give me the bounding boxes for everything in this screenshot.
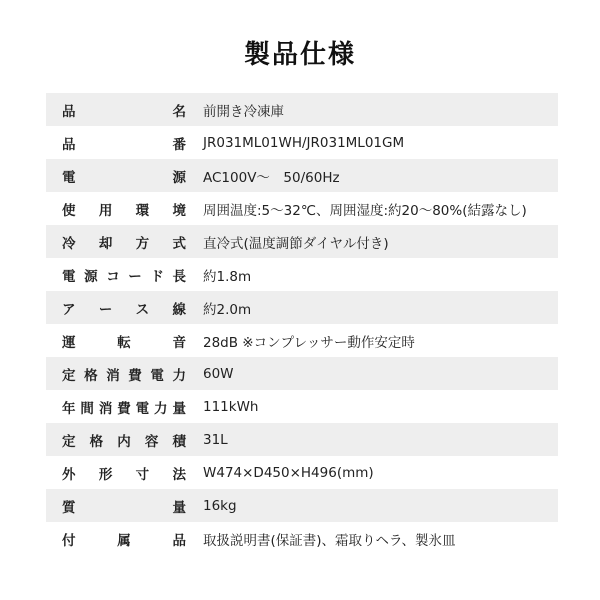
spec-label bbox=[62, 529, 186, 549]
spec-label-char: 環 bbox=[135, 202, 150, 219]
spec-label-char: 転 bbox=[117, 334, 131, 351]
spec-row-cooling-method bbox=[46, 225, 558, 258]
spec-label-char: 積 bbox=[172, 433, 186, 450]
spec-label-char: ス bbox=[135, 301, 150, 318]
spec-label bbox=[62, 430, 186, 450]
spec-label bbox=[62, 298, 186, 318]
spec-value: 取扱説明書(保証書)、霜取りヘラ、製氷皿 bbox=[203, 532, 456, 549]
spec-label-char: 電 bbox=[62, 268, 76, 285]
spec-value: JR031ML01WH/JR031ML01GM bbox=[203, 134, 405, 151]
spec-row-ground-wire bbox=[46, 291, 558, 324]
spec-row-dimensions bbox=[46, 456, 558, 489]
spec-value: 直冷式(温度調節ダイヤル付き) bbox=[203, 235, 389, 252]
spec-label-char: 年 bbox=[62, 400, 76, 417]
spec-row-environment bbox=[46, 192, 558, 225]
spec-label-char: 使 bbox=[62, 202, 76, 219]
spec-label bbox=[62, 364, 186, 384]
spec-label-char: 力 bbox=[154, 400, 168, 417]
spec-row-noise bbox=[46, 324, 558, 357]
spec-label-char: 電 bbox=[135, 400, 150, 417]
spec-label-char: 法 bbox=[172, 466, 186, 483]
spec-label bbox=[62, 496, 186, 516]
spec-label bbox=[62, 397, 186, 417]
spec-value: 周囲温度:5〜32℃、周囲湿度:約20〜80%(結露なし) bbox=[203, 202, 527, 219]
spec-label-char: ー bbox=[98, 301, 113, 318]
spec-label-char: 間 bbox=[80, 400, 94, 417]
spec-label-char: 品 bbox=[62, 103, 76, 120]
spec-label-char: 消 bbox=[98, 400, 113, 417]
spec-label-char: 方 bbox=[135, 235, 150, 252]
spec-value: W474×D450×H496(mm) bbox=[203, 464, 374, 481]
spec-value: 16kg bbox=[203, 497, 237, 514]
spec-label-char: 電 bbox=[150, 367, 164, 384]
spec-label-char: 外 bbox=[62, 466, 76, 483]
spec-label bbox=[62, 463, 186, 483]
spec-label-char: 定 bbox=[62, 433, 76, 450]
spec-label-char: 品 bbox=[62, 136, 76, 153]
spec-label-char: 品 bbox=[172, 532, 186, 549]
spec-label-char: 式 bbox=[172, 235, 186, 252]
spec-value: 約1.8m bbox=[203, 268, 252, 285]
page-title: 製品仕様 bbox=[243, 40, 356, 70]
spec-row-weight bbox=[46, 489, 558, 522]
spec-label-char: 電 bbox=[62, 169, 76, 186]
spec-label-char: ー bbox=[128, 268, 142, 285]
spec-label-char: コ bbox=[106, 268, 120, 285]
spec-label-char: 名 bbox=[172, 103, 186, 120]
spec-label-char: 冷 bbox=[62, 235, 76, 252]
spec-label-char: 内 bbox=[117, 433, 131, 450]
spec-label-char: ド bbox=[150, 268, 164, 285]
spec-label-char: 寸 bbox=[135, 466, 150, 483]
spec-label-char: 定 bbox=[62, 367, 76, 384]
spec-label bbox=[62, 199, 186, 219]
spec-row-product-name bbox=[46, 93, 558, 126]
spec-value: 前開き冷凍庫 bbox=[203, 103, 284, 120]
spec-label-char: 力 bbox=[172, 367, 186, 384]
spec-label-char: 格 bbox=[89, 433, 104, 450]
spec-label-char: 境 bbox=[172, 202, 186, 219]
spec-label-char: 用 bbox=[98, 202, 113, 219]
spec-row-accessories bbox=[46, 522, 558, 555]
spec-label-char: 音 bbox=[172, 334, 186, 351]
spec-label-char: 運 bbox=[62, 334, 76, 351]
spec-value: 111kWh bbox=[203, 398, 259, 415]
spec-label-char: 消 bbox=[106, 367, 120, 384]
spec-row-rated-power bbox=[46, 357, 558, 390]
spec-label-char: 形 bbox=[98, 466, 113, 483]
spec-label-char: 源 bbox=[84, 268, 98, 285]
spec-row-cord-length bbox=[46, 258, 558, 291]
spec-label-char: 格 bbox=[84, 367, 98, 384]
spec-label bbox=[62, 100, 186, 120]
spec-label-char: 長 bbox=[172, 268, 186, 285]
spec-row-capacity bbox=[46, 423, 558, 456]
spec-value: 60W bbox=[203, 365, 234, 382]
spec-label bbox=[62, 232, 186, 252]
spec-table bbox=[46, 93, 558, 555]
spec-label bbox=[62, 331, 186, 351]
spec-value: AC100V〜 50/60Hz bbox=[203, 169, 340, 186]
spec-label bbox=[62, 166, 186, 186]
spec-label-char: 費 bbox=[128, 367, 142, 384]
spec-label-char: 属 bbox=[117, 532, 131, 549]
spec-label-char: 量 bbox=[172, 499, 186, 516]
spec-label-char: 源 bbox=[172, 169, 186, 186]
spec-label-char: 質 bbox=[62, 499, 76, 516]
spec-label-char: 付 bbox=[62, 532, 76, 549]
spec-label bbox=[62, 133, 186, 153]
spec-row-model-number bbox=[46, 126, 558, 159]
spec-label bbox=[62, 265, 186, 285]
spec-row-annual-energy bbox=[46, 390, 558, 423]
spec-label-char: 容 bbox=[144, 433, 159, 450]
spec-label-char: 量 bbox=[172, 400, 186, 417]
spec-value: 約2.0m bbox=[203, 301, 252, 318]
spec-label-char: 番 bbox=[172, 136, 186, 153]
spec-label-char: 線 bbox=[172, 301, 186, 318]
spec-label-char: 費 bbox=[117, 400, 131, 417]
spec-row-power-source bbox=[46, 159, 558, 192]
spec-label-char: 却 bbox=[98, 235, 113, 252]
spec-value: 31L bbox=[203, 431, 228, 448]
spec-value: 28dB ※コンプレッサー動作安定時 bbox=[203, 334, 415, 351]
spec-label-char: ア bbox=[62, 301, 76, 318]
